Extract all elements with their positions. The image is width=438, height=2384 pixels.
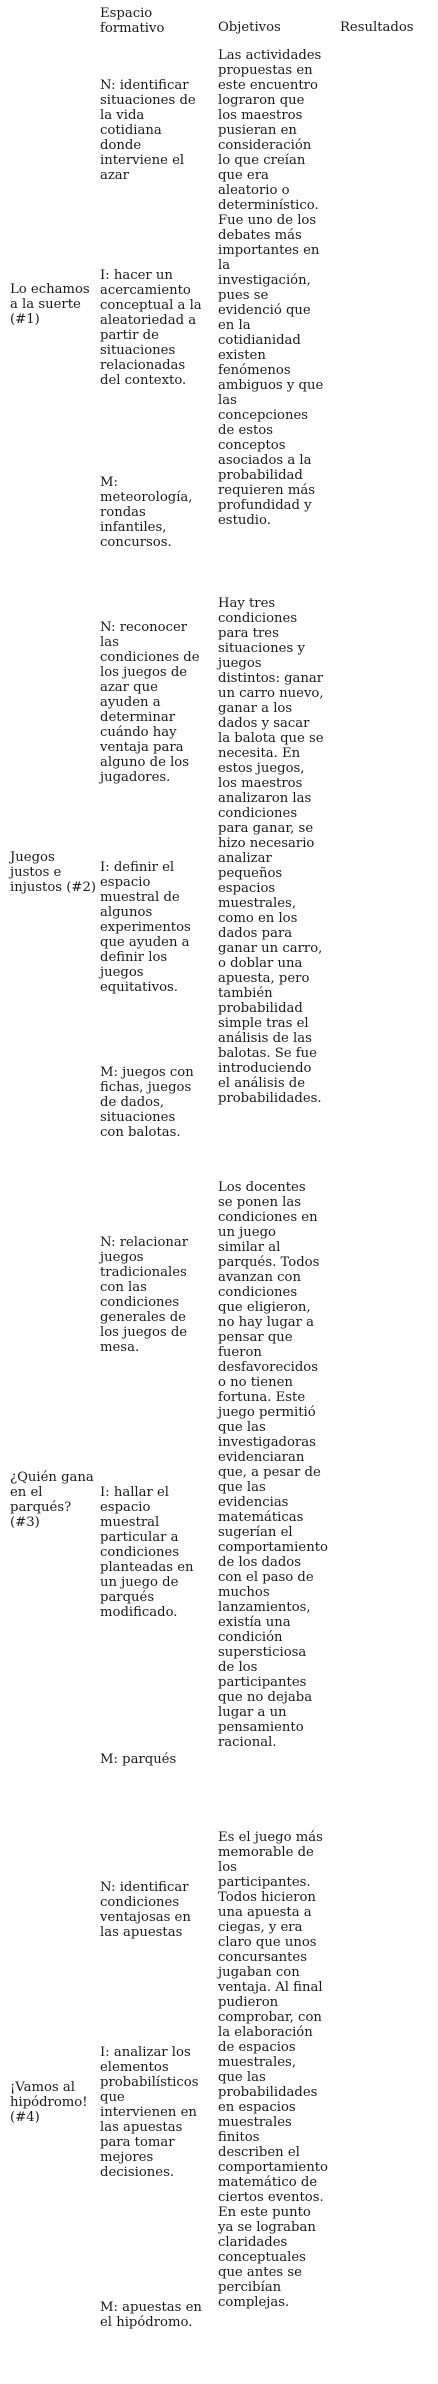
space-i: I: hallar el espacio muestral particular a condiciones planteadas en un juego de parqués modificado. <box>100 1485 194 1620</box>
space-n: N: relacionar juegos tradicionales con las condiciones generales de los juegos de mesa. <box>100 1235 189 1355</box>
space-n: N: identificar condiciones ventajosas en las apuestas <box>100 1880 191 1940</box>
space-i: I: analizar los elementos probabilísticos que intervienen en las apuestas para tomar mejores decisiones. <box>100 2045 199 2180</box>
activity-name: ¡Vamos al hipódromo! (#4) <box>10 2080 88 2125</box>
objective-text: Hay tres condiciones para tres situaciones y juegos distintos: ganar un carro nuevo, ganar a los dados y sacar la balota que se necesita. En estos juegos, los maestros analizaron las condiciones para ganar, se hizo necesario analizar pequeños espacios muestrales, como en los dados para ganar un carro, o doblar una apuesta, pero también probabilidad simple tras el análisis de las balotas. Se fue introduciendo el análisis de probabilidades. <box>218 596 324 1106</box>
header-espacio-formativo: Espacio formativo <box>100 6 165 36</box>
space-m: M: parqués <box>100 1752 177 1767</box>
space-n: N: identificar situaciones de la vida cotidiana donde interviene el azar <box>100 78 196 183</box>
space-n: N: reconocer las condiciones de los juegos de azar que ayuden a determinar cuándo hay ventaja para alguno de los jugadores. <box>100 620 200 785</box>
activity-name: Lo echamos a la suerte (#1) <box>10 282 90 327</box>
activity-name: Juegos justos e injustos (#2) <box>10 850 96 895</box>
objective-text: Los docentes se ponen las condiciones en un juego similar al parqués. Todos avanzan con condiciones que eligieron, no hay lugar a pensar que fueron desfavorecidos o no tienen fortuna. Este juego permitió que las investigadoras evidenciaran que, a pesar de que las evidencias matemáticas sugerían el comportamiento de los dados con el paso de muchos lanzamientos, existía una condición supersticiosa de los participantes que no dejaba lugar a un pensamiento racional. <box>218 1180 328 1750</box>
header-resultados: Resultados <box>340 20 414 35</box>
space-m: M: juegos con fichas, juegos de dados, situaciones con balotas. <box>100 1065 194 1140</box>
objective-text: Las actividades propuestas en este encuentro lograron que los maestros pusieran en consideración lo que creían que era aleatorio o determinístico. Fue uno de los debates más importantes en la investigación, pues se evidenció que en la cotidianidad existen fenómenos ambiguos y que las concepciones de estos conceptos asociados a la probabilidad requieren más profundidad y estudio. <box>218 48 324 528</box>
header-objetivos: Objetivos <box>218 20 281 35</box>
space-i: I: hacer un acercamiento conceptual a la aleatoriedad a partir de situaciones relacionadas del contexto. <box>100 268 202 388</box>
objective-text: Es el juego más memorable de los participantes. Todos hicieron una apuesta a ciegas, y era claro que unos concursantes jugaban con ventaja. Al final pudieron comprobar, con la elaboración de espacios muestrales, que las probabilidades en espacios muestrales finitos describen el comportamiento matemático de ciertos eventos. En este punto ya se lograban claridades conceptuales que antes se percibían complejas. <box>218 1830 328 2310</box>
activity-name: ¿Quién gana en el parqués? (#3) <box>10 1470 94 1530</box>
space-m: M: apuestas en el hipódromo. <box>100 2300 202 2330</box>
space-m: M: meteorología, rondas infantiles, concursos. <box>100 475 193 550</box>
space-i: I: definir el espacio muestral de algunos experimentos que ayuden a definir los juegos equitativos. <box>100 860 191 995</box>
